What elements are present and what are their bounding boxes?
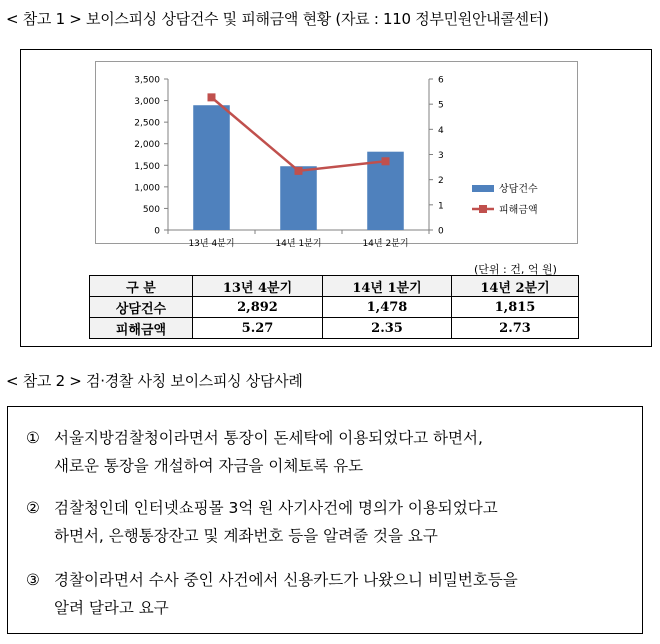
legend-label: 피해금액: [499, 205, 538, 216]
right-tick-label: 6: [438, 75, 444, 86]
table-cell: 2,892: [193, 297, 323, 318]
case-text-line: 알려 달라고 요구: [54, 599, 169, 617]
bar: [193, 105, 230, 230]
right-tick-label: 3: [438, 151, 444, 161]
line-point: [208, 93, 216, 101]
case-number: ②: [26, 499, 40, 517]
table-cell: 1,815: [452, 297, 579, 318]
left-tick-label: 3,500: [134, 75, 160, 86]
line-point: [382, 157, 390, 165]
legend-swatch-point: [479, 205, 487, 213]
case-text-line: 하면서, 은행통장잔고 및 계좌번호 등을 알려줄 것을 요구: [54, 527, 438, 545]
x-tick-label: 14년 2분기: [362, 239, 409, 249]
case-number: ①: [26, 429, 40, 447]
combo-chart: [96, 62, 577, 249]
statistics-table: [89, 275, 579, 339]
table-cell: 5.27: [193, 318, 323, 339]
x-tick-label: 13년 4분기: [188, 239, 235, 249]
left-tick-label: 1,500: [134, 161, 160, 172]
right-tick-label: 4: [438, 125, 444, 136]
case-text-line: 서울지방검찰청이라면서 통장이 돈세탁에 이용되었다고 하면서,: [54, 429, 483, 447]
reference-2-heading: < 참고 2 > 검·경찰 사칭 보이스피싱 상담사례: [6, 372, 303, 390]
legend-label: 상담건수: [499, 184, 538, 195]
series-line: [212, 97, 386, 170]
right-tick-label: 1: [438, 201, 444, 212]
case-text-line: 경찰이라면서 수사 중인 사건에서 신용카드가 나왔으니 비밀번호등을: [54, 571, 518, 589]
table-row: [90, 297, 579, 318]
table-header-cell: 13년 4분기: [193, 276, 323, 297]
left-tick-label: 3,000: [134, 97, 160, 108]
left-tick-label: 2,500: [134, 118, 160, 129]
table-header-cell: 14년 2분기: [452, 276, 579, 297]
right-tick-label: 0: [438, 226, 444, 237]
statistics-panel: [20, 49, 652, 347]
left-tick-label: 1,000: [134, 183, 160, 194]
case-number: ③: [26, 571, 40, 589]
unit-note: (단위 : 건, 억 원): [474, 263, 557, 276]
right-tick-label: 2: [438, 176, 444, 187]
row-label: 상담건수: [90, 297, 193, 318]
case-text-line: 검찰청인데 인터넷쇼핑몰 3억 원 사기사건에 명의가 이용되었다고: [54, 499, 498, 517]
table-cell: 1,478: [323, 297, 452, 318]
left-tick-label: 0: [154, 226, 160, 237]
x-tick-label: 14년 1분기: [275, 239, 322, 249]
cases-box: [7, 406, 643, 634]
line-point: [295, 167, 303, 175]
legend-swatch-bar: [472, 185, 494, 192]
bar: [280, 166, 317, 230]
case-text-line: 새로운 통장을 개설하여 자금을 이체토록 유도: [54, 457, 364, 475]
table-header-row: [90, 276, 579, 297]
table-row: [90, 318, 579, 339]
row-label: 피해금액: [90, 318, 193, 339]
left-tick-label: 2,000: [134, 140, 160, 151]
right-tick-label: 5: [438, 100, 444, 111]
table-cell: 2.35: [323, 318, 452, 339]
left-tick-label: 500: [142, 204, 160, 215]
table-header-cell: 14년 1분기: [323, 276, 452, 297]
table-header-cell: 구 분: [90, 276, 193, 297]
chart-frame: [95, 61, 578, 249]
table-cell: 2.73: [452, 318, 579, 339]
reference-1-heading: < 참고 1 > 보이스피싱 상담건수 및 피해금액 현황 (자료 : 110 정부민원안내콜센터): [6, 10, 549, 28]
